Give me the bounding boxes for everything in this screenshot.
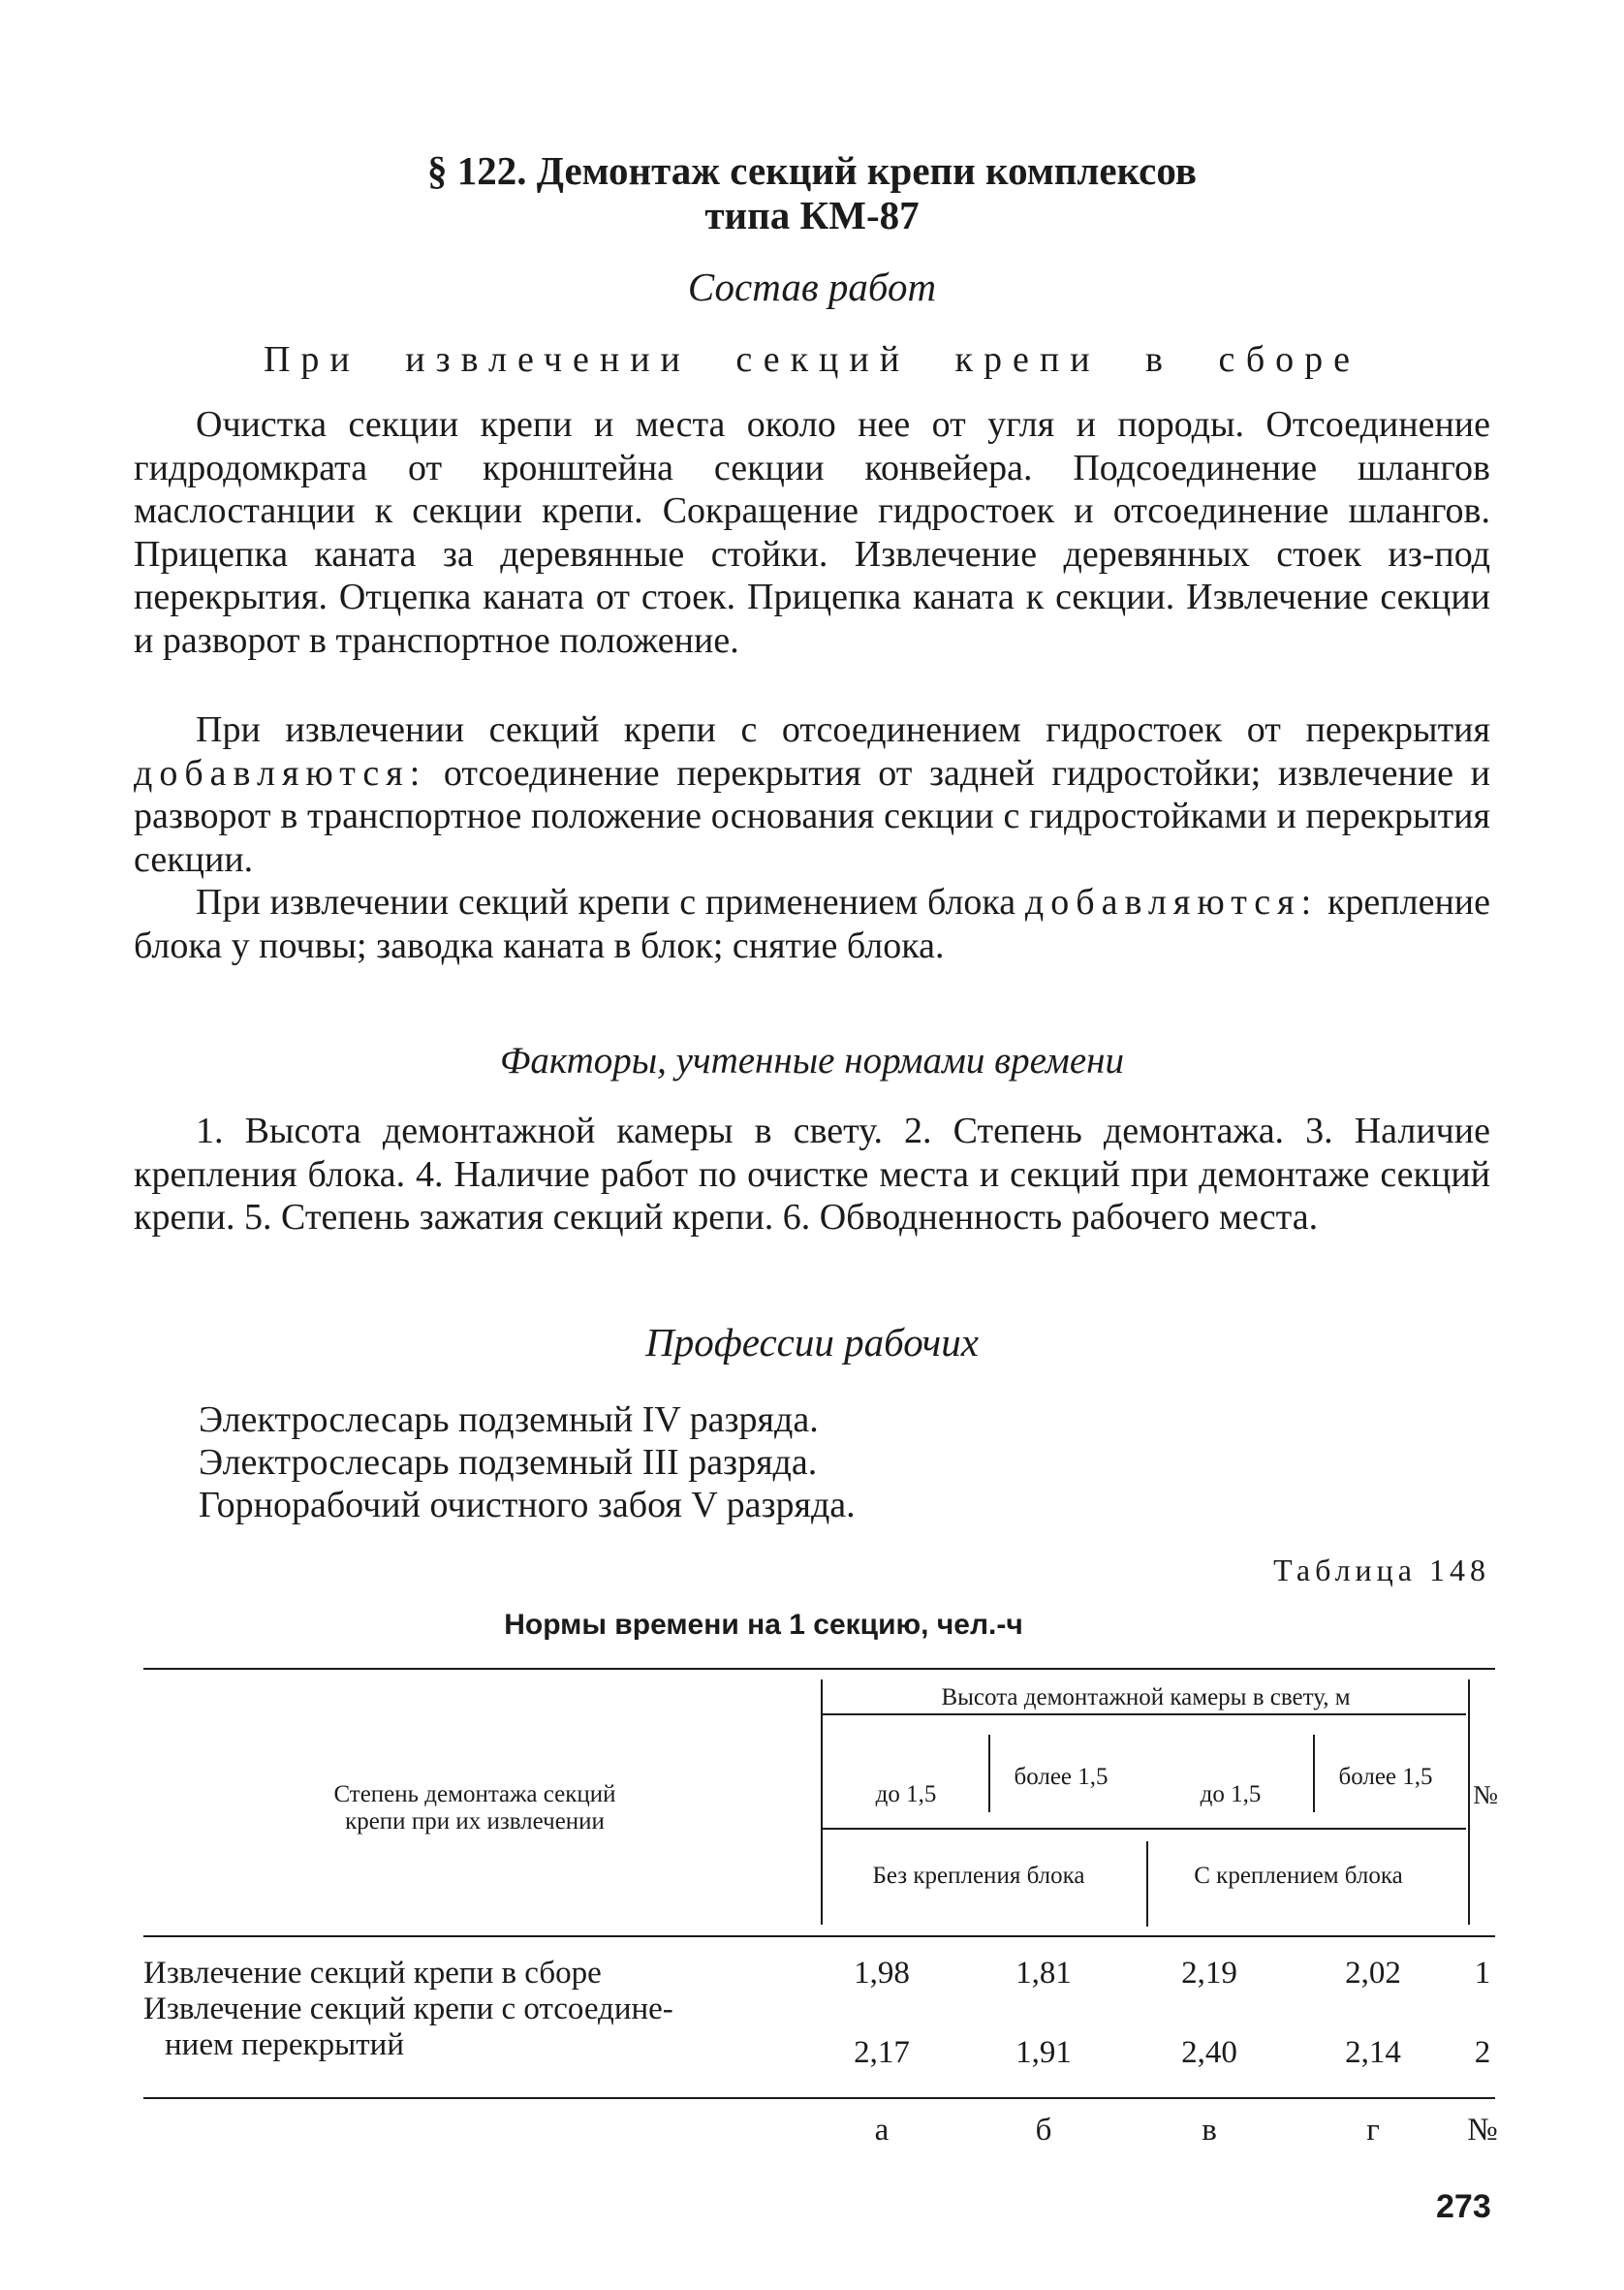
professions-heading: Профессии рабочих — [645, 1320, 979, 1365]
subcolumn-divider — [988, 1735, 990, 1812]
profession-item: Горнорабочий очистного забоя V разряда. — [199, 1485, 856, 1525]
row-header-line1: Степень демонтажа секций — [333, 1781, 616, 1807]
row-header-line2: крепи при их извлечении — [345, 1808, 605, 1835]
header-bottom-rule — [143, 1935, 1495, 1937]
subheader-cell: более 1,5 — [1014, 1764, 1109, 1790]
subheader-rule — [822, 1828, 1466, 1830]
subheader-cell: до 1,5 — [1200, 1781, 1262, 1807]
block-header: С креплением блока — [1194, 1863, 1403, 1889]
work-composition-heading: Состав работ — [687, 265, 937, 309]
column-letter: б — [1035, 2113, 1052, 2148]
num-header: № — [1473, 1780, 1498, 1809]
table-row-label: Извлечение секций крепи в сборе — [143, 1956, 602, 1991]
row-header — [184, 1781, 765, 1835]
subheader-cell: более 1,5 — [1338, 1764, 1433, 1790]
work-paragraph-2 — [134, 708, 1490, 881]
section-title-line2: типа КМ-87 — [704, 193, 920, 237]
table-caption: Нормы времени на 1 секцию, чел.-ч — [504, 1609, 1023, 1641]
subheader-cell: до 1,5 — [875, 1781, 937, 1807]
table-top-rule — [143, 1668, 1495, 1670]
group-header: Высота демонтажной камеры в свету, м — [941, 1684, 1351, 1710]
block-divider — [1146, 1841, 1148, 1927]
table-cell: 1,91 — [1015, 2035, 1072, 2070]
table-bottom-rule — [143, 2097, 1495, 2099]
table-cell: 2,14 — [1345, 2035, 1401, 2070]
factors-text: 1. Высота демонтажной камеры в свету. 2. Степень демонтажа. 3. Наличие крепления блока. 4. Наличие работ по очистке места и секций при демонтаже секций крепи. 5. Степень зажатия секций крепи. 6. Обводненность рабочего места. — [134, 1111, 1490, 1238]
work-paragraph-3 — [134, 881, 1490, 967]
profession-item: Электрослесарь подземный III разряда. — [199, 1442, 818, 1483]
work-paragraph-2-emphasis: добавляются: — [134, 752, 427, 794]
column-letter: в — [1202, 2113, 1217, 2148]
column-letter: а — [874, 2113, 890, 2148]
block-header: Без крепления блока — [872, 1863, 1085, 1889]
table-cell: 2,17 — [854, 2035, 910, 2070]
table-row-number: 2 — [1474, 2035, 1491, 2070]
work-composition-subheading: При извлечении секций крепи в сборе — [263, 339, 1361, 380]
column-letter-num: № — [1467, 2113, 1498, 2148]
num-column-divider — [1468, 1679, 1470, 1925]
section-title-line1: § 122. Демонтаж секций крепи комплексов — [426, 148, 1197, 193]
header-column-divider — [821, 1679, 823, 1925]
column-letter: г — [1366, 2113, 1380, 2148]
work-paragraph-3-emphasis: добавляются: — [1024, 882, 1319, 923]
work-paragraph-1: Очистка секции крепи и места около нее от угля и породы. Отсоединение гидродомкрата от кронштейна секции конвейера. Подсоединение шлангов маслостанции к секции крепи. Сокращение гидростоек и отсоединение шлангов. Прицепка каната за деревянные стойки. Извлечение деревянных стоек из-под перекрытия. Отцепка каната от стоек. Прицепка каната к секции. Извлечение секции и разворот в транспортное положение. — [134, 404, 1490, 661]
work-paragraph-2-start: При извлечении секций крепи с отсоединением гидростоек от перекрытия — [196, 709, 1490, 750]
work-paragraph-2-end: отсоединение перекрытия от задней гидростойки; извлечение и разворот в транспортное положение основания секции с гидростойками и перекрытия секции. — [134, 752, 1490, 880]
table-cell: 1,81 — [1015, 1956, 1072, 1991]
page-number: 273 — [1436, 2188, 1491, 2225]
group-header-rule — [822, 1713, 1466, 1715]
factors-heading: Факторы, учтенные нормами времени — [500, 1040, 1124, 1082]
table-label: Таблица 148 — [1273, 1553, 1490, 1587]
table-cell: 2,40 — [1181, 2035, 1237, 2070]
table-row-label-continued: нием перекрытий — [165, 2027, 405, 2062]
profession-item: Электрослесарь подземный IV разряда. — [199, 1399, 819, 1440]
work-paragraph-3-start: При извлечении секций крепи с применением блока — [196, 882, 1025, 923]
table-cell: 1,98 — [854, 1956, 910, 1991]
table-cell: 2,19 — [1181, 1956, 1237, 1991]
work-paragraph-3-end: крепление блока у почвы; заводка каната в блок; снятие блока. — [134, 882, 1490, 966]
table-row-number: 1 — [1474, 1956, 1491, 1991]
subcolumn-divider — [1313, 1735, 1315, 1812]
table-row-label: Извлечение секций крепи с отсоедине- — [143, 1992, 673, 2026]
table-cell: 2,02 — [1345, 1956, 1401, 1991]
